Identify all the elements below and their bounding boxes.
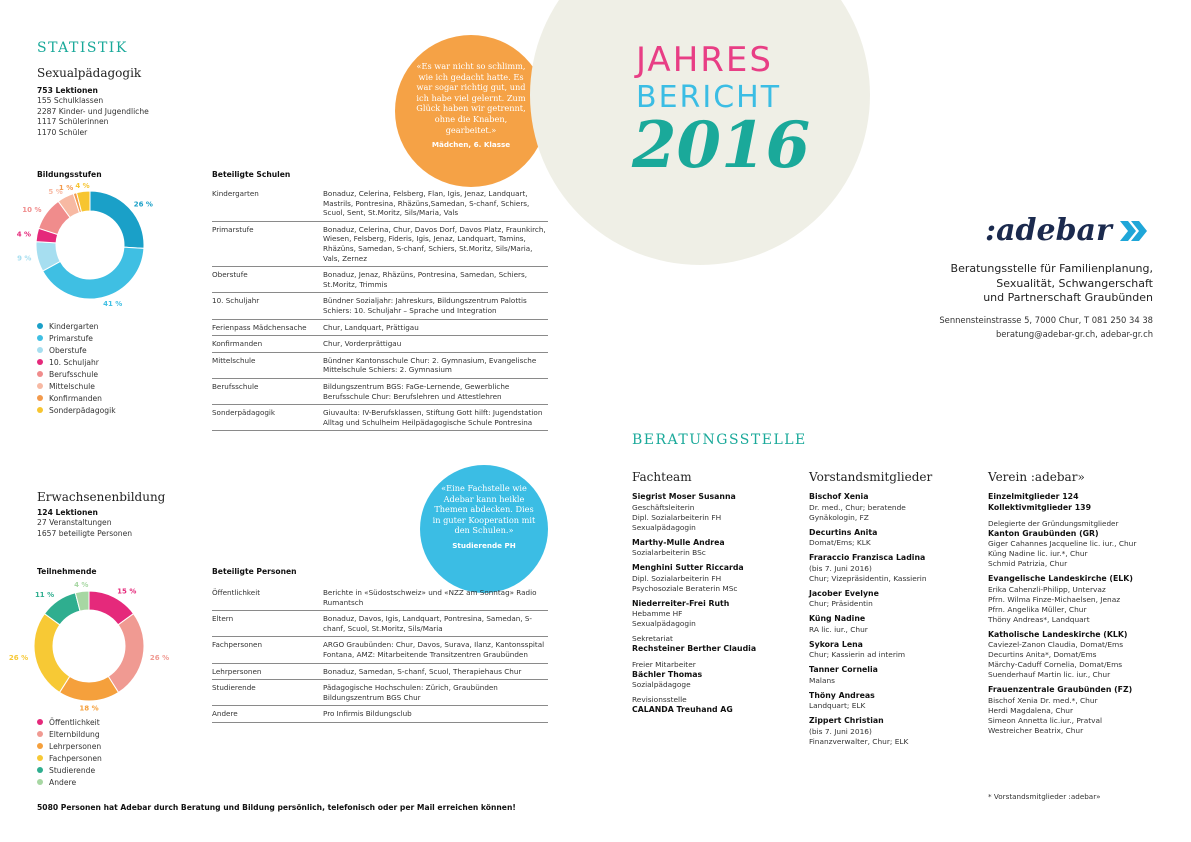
entry-detail: Gynäkologin, FZ [809,512,869,522]
table-row [212,405,548,431]
group-name: Kanton Graubünden (GR) [988,528,1099,538]
legend-label: Konfirmanden [49,393,103,403]
quote-text: «Es war nicht so schlimm, wie ich gedacht hatte. Es war sogar richtig gut, und ich habe viel gelernt. Zum Glück haben wir getrennt, ohne die Knaben, gearbeitet.» [416,61,526,135]
stat-line: 124 Lektionen [37,508,98,517]
legend-label: Oberstufe [49,345,87,355]
person-entry [809,716,974,747]
person-entry [632,695,797,716]
entry-name: Rechsteiner Berther Claudia [632,644,757,653]
legend-dot [37,323,43,329]
row-text: Bonaduz, Davos, Igis, Landquart, Pontresina, Samedan, S-chanf, Scuol, St.Moritz, Sils/Maria [323,611,548,637]
person-entry [632,599,797,630]
entry-name: CALANDA Treuhand AG [632,705,733,714]
legend-item [37,392,116,404]
group-member: Westreicher Beatrix, Chur [988,725,1084,735]
tagline-line: Sexualität, Schwangerschaft [996,276,1153,290]
donut-label: 41 % [103,300,123,309]
row-label: Kindergarten [212,186,323,221]
row-label: Berufsschule [212,378,323,404]
donut1-legend [37,320,116,416]
table-row [212,293,548,319]
table-row [212,663,548,680]
row-label: 10. Schuljahr [212,293,323,319]
persons-heading: Beteiligte Personen [212,567,297,576]
donut-label: 4 % [74,580,89,589]
entry-detail: Hebamme HF [632,609,683,618]
entry-detail: RA lic. iur., Chur [809,624,868,634]
entry-name: Fraraccio Franzisca Ladina [809,553,926,562]
legend-label: Lehrpersonen [49,741,102,751]
erwachsenenbildung-title: Erwachsenenbildung [37,490,166,504]
group-member: Pfrn. Angelika Müller, Chur [988,604,1087,614]
legend-item [37,764,102,776]
entry-detail: (bis 7. Juni 2016) [809,563,872,573]
legend-dot [37,743,43,749]
group-name: Katholische Landeskirche (KLK) [988,629,1128,639]
entry-detail: Sexualpädagogin [632,619,696,628]
person-entry [809,492,974,523]
entry-detail: Dipl. Sozialarbeiterin FH [632,573,722,583]
donut-label: 5 % [48,188,63,197]
legend-dot [37,767,43,773]
teilnehmende-donut-chart [8,578,172,718]
quote-bubble-schoolgirl [395,35,547,187]
quote-text: «Eine Fachstelle wie Adebar kann heikle Themen abdecken. Dies in guter Kooperation mit den Schulen.» [432,483,536,536]
table-row [212,319,548,336]
row-text: Bonaduz, Celerina, Chur, Davos Dorf, Davos Platz, Fraunkirch, Wiesen, Felsberg, Fideris, Igis, Jenaz, Landquart, Tamins, Rhäzüns, Samedan, S-chanf, Schiers, St.Moritz, Sils/Maria, Vals, Zernez [323,221,548,266]
member-group [988,529,1178,570]
person-entry [809,553,974,584]
row-text: Bonaduz, Samedan, S-chanf, Scuol, Therapiehaus Chur [323,663,548,680]
row-text: Bündner Sozialjahr: Jahreskurs, Bildungszentrum Palottis Schiers: 10. Schuljahr – Sprache und Integration [323,293,548,319]
stat-line: 1657 beteiligte Personen [37,528,133,538]
adebar-logo-text: :adebar [985,213,1112,248]
schools-table [212,186,548,431]
table-row [212,352,548,378]
person-entry [809,691,974,712]
row-label: Oberstufe [212,267,323,293]
sexualpaedagogik-stats [37,86,149,138]
legend-item [37,368,116,380]
address: Sennensteinstrasse 5, 7000 Chur, T 081 250 34 38 [939,315,1153,325]
row-label: Fachpersonen [212,637,323,663]
entry-detail: Landquart; ELK [809,701,866,710]
donut1-title: Bildungsstufen [37,170,102,179]
table-row [212,186,548,221]
entry-name: Zippert Christian [809,716,884,725]
entry-detail: Domat/Ems; KLK [809,538,871,547]
schools-heading: Beteiligte Schulen [212,170,291,179]
row-label: Mittelschule [212,352,323,378]
donut-label: 10 % [22,206,42,215]
row-label: Studierende [212,680,323,706]
legend-dot [37,347,43,353]
legend-label: Elternbildung [49,729,100,739]
footer-note: 5080 Personen hat Adebar durch Beratung und Bildung persönlich, telefonisch oder per Mail erreichen können! [37,803,516,812]
entry-name: Siegrist Moser Susanna [632,492,736,501]
entry-name: Niederreiter-Frei Ruth [632,598,730,608]
donut-label: 26 % [8,654,29,663]
person-entry [809,528,974,549]
legend-dot [37,779,43,785]
verein-groups [988,529,1178,736]
legend-item [37,344,116,356]
email-web[interactable]: beratung@adebar-gr.ch, adebar-gr.ch [995,329,1153,339]
entry-detail: Sexualpädagogin [632,522,696,532]
legend-item [37,380,116,392]
row-label: Eltern [212,611,323,637]
row-label: Ferienpass Mädchensache [212,319,323,336]
row-label: Primarstufe [212,221,323,266]
group-member: Erika Cahenzli-Philipp, Untervaz [988,584,1106,594]
bildungsstufen-donut-chart [16,181,175,315]
row-text: Giuvaulta: IV-Berufsklassen, Stiftung Gott hilft: Jugendstation Alltag und Schulheim Heilpädagogische Schule Pontresina [323,405,548,431]
legend-label: Mittelschule [49,381,95,391]
entry-role-label: Revisionsstelle [632,695,687,704]
legend-item [37,776,102,788]
entry-detail: Finanzverwalter, Chur; ELK [809,736,909,746]
legend-label: Kindergarten [49,321,99,331]
table-row [212,637,548,663]
group-name: Frauenzentrale Graubünden (FZ) [988,685,1133,695]
vorstand-column [809,470,974,752]
person-entry [632,660,797,691]
donut-label: 26 % [149,654,170,663]
legend-label: Studierende [49,765,96,775]
donut-label: 11 % [34,591,55,600]
row-text: Chur, Vorderprättigau [323,336,548,353]
table-row [212,585,548,611]
kollektivmitglieder: Kollektivmitglieder 139 [988,502,1092,512]
legend-label: Fachpersonen [49,753,102,763]
entry-detail: Sozialarbeiterin BSc [632,548,706,557]
adebar-logo [985,213,1148,248]
stat-line: 2287 Kinder- und Jugendliche [37,106,149,116]
entry-name: Küng Nadine [809,614,866,623]
donut-label: 9 % [17,254,32,263]
row-text: Bonaduz, Celerina, Felsberg, Flan, Igis, Jenaz, Landquart, Mastrils, Pontresina, Rhäzüns,Samedan, S-chanf, Schiers, Scuol, Sent, St.Moritz, Sils/Maria, Vals [323,186,548,221]
group-member: Bischof Xenia Dr. med.*, Chur [988,695,1098,705]
tagline-line: Beratungsstelle für Familienplanung, [950,262,1153,275]
table-row [212,267,548,293]
entry-detail: Psychosoziale Beraterin MSc [632,583,738,593]
row-text: Chur, Landquart, Prättigau [323,319,548,336]
donut-label: 4 % [16,230,32,239]
group-member: Pfrn. Wilma Finze-Michaelsen, Jenaz [988,594,1121,604]
cover-title-bericht: BERICHT [636,80,782,115]
person-entry [809,614,974,635]
legend-dot [37,731,43,737]
legend-label: Sonderpädagogik [49,405,116,415]
entry-name: Decurtins Anita [809,527,878,537]
stat-line: 155 Schulklassen [37,96,104,106]
stat-line: 753 Lektionen [37,86,98,95]
row-text: Pro Infirmis Bildungsclub [323,706,548,723]
donut-label: 18 % [79,704,99,713]
table-row [212,378,548,404]
legend-label: Andere [49,777,77,787]
legend-item [37,320,116,332]
entry-name: Jacober Evelyne [809,588,879,598]
cover-year: 2016 [632,108,811,183]
entry-name: Marthy-Mulle Andrea [632,537,725,547]
member-group [988,574,1178,625]
row-text: Bildungszentrum BGS: FaGe-Lernende, Gewerbliche Berufsschule Chur: Berufslehren und Attestlehren [323,378,548,404]
legend-item [37,332,116,344]
donut-label: 4 % [75,181,90,190]
row-label: Sonderpädagogik [212,405,323,431]
verein-counts [988,492,1178,513]
group-member: Decurtins Anita*, Domat/Ems [988,650,1097,660]
person-entry [632,563,797,594]
legend-dot [37,359,43,365]
erwachsenenbildung-stats [37,508,132,539]
table-row [212,221,548,266]
person-entry [809,640,974,661]
verein-title: Verein :adebar» [988,470,1085,484]
donut2-title: Teilnehmende [37,567,97,576]
row-text: Bonaduz, Jenaz, Rhäzüns, Pontresina, Samedan, Schiers, St.Moritz, Trimmis [323,267,548,293]
row-text: ARGO Graubünden: Chur, Davos, Surava, Ilanz, Kantonsspital Fontana, AMZ: Mitarbeitende Transitzentren Graubünden [323,637,548,663]
legend-label: Primarstufe [49,333,93,343]
group-member: Suenderhauf Martin lic. iur., Chur [988,670,1111,680]
legend-dot [37,335,43,341]
entry-detail: Malans [809,675,836,685]
legend-label: 10. Schuljahr [49,357,99,367]
person-entry [632,634,797,655]
beratungsstelle-heading: BERATUNGSSTELLE [632,432,807,448]
footnote: * Vorstandsmitglieder :adebar» [988,792,1101,801]
legend-item [37,740,102,752]
entry-name: Sykora Lena [809,639,863,649]
legend-label: Öffentlichkeit [49,717,100,727]
entry-detail: Chur; Vizepräsidentin, Kassierin [809,573,927,583]
legend-dot [37,371,43,377]
table-row [212,706,548,723]
fachteam-title: Fachteam [632,470,692,484]
entry-name: Bächler Thomas [632,669,703,679]
entry-detail: Dipl. Sozialarbeiterin FH [632,512,722,522]
member-group [988,685,1178,736]
contact-block [880,313,1153,341]
delegierte-label: Delegierte der Gründungsmitglieder [988,519,1119,528]
chevron-right-double-icon [1118,219,1148,243]
cover-title-jahres: JAHRES [636,40,773,80]
entry-role-label: Freier Mitarbeiter [632,659,696,669]
legend-dot [37,383,43,389]
member-group [988,630,1178,681]
vorstand-title: Vorstandsmitglieder [809,470,933,484]
group-member: Küng Nadine lic. iur.*, Chur [988,549,1088,559]
entry-detail: (bis 7. Juni 2016) [809,726,872,736]
legend-item [37,356,116,368]
person-entry [632,538,797,559]
row-label: Öffentlichkeit [212,585,323,611]
tagline [900,262,1153,306]
row-label: Lehrpersonen [212,663,323,680]
legend-dot [37,719,43,725]
stat-line: 1170 Schüler [37,127,88,137]
group-member: Giger Cahannes Jacqueline lic. iur., Chur [988,539,1137,549]
donut-label: 15 % [117,587,137,596]
donut-label: 1 % [58,183,74,192]
quote-author: Studierende PH [452,540,516,550]
tagline-line: und Partnerschaft Graubünden [983,291,1153,304]
verein-column [988,470,1178,741]
person-entry [809,665,974,686]
group-member: Märchy-Caduff Cornelia, Domat/Ems [988,660,1123,670]
legend-dot [37,407,43,413]
persons-table [212,585,548,723]
legend-label: Berufsschule [49,369,98,379]
donut-label: 26 % [133,200,153,209]
sexualpaedagogik-title: Sexualpädagogik [37,66,142,80]
row-label: Andere [212,706,323,723]
person-entry [809,589,974,610]
entry-detail: Dr. med., Chur; beratende [809,502,906,512]
table-row [212,611,548,637]
group-member: Thöny Andreas*, Landquart [988,614,1090,624]
entry-name: Thöny Andreas [809,690,875,700]
persons-table-wrap [212,585,548,723]
donut-slice-elternbildung [108,614,144,693]
entry-detail: Chur; Kassierin ad interim [809,650,906,659]
entry-name: Tanner Cornelia [809,665,878,674]
quote-bubble-student [420,465,548,593]
donut-slice-lehrpersonen [60,676,119,701]
legend-item [37,728,102,740]
legend-dot [37,755,43,761]
donut2-legend [37,716,102,788]
legend-item [37,752,102,764]
group-member: Caviezel-Zanon Claudia, Domat/Ems [988,640,1124,650]
row-label: Konfirmanden [212,336,323,353]
entry-name: Menghini Sutter Riccarda [632,563,744,572]
schools-table-wrap [212,186,548,431]
table-row [212,336,548,353]
entry-detail: Geschäftsleiterin [632,502,695,512]
einzelmitglieder: Einzelmitglieder 124 [988,492,1079,501]
donut-slice-fachpersonen [34,614,70,693]
stat-line: 1117 Schülerinnen [37,117,109,127]
row-text: Berichte in «Südostschweiz» und «NZZ am Sonntag» Radio Rumantsch [323,585,548,611]
legend-item [37,404,116,416]
entry-role-label: Sekretariat [632,634,673,643]
group-member: Herdi Magdalena, Chur [988,705,1074,715]
quote-author: Mädchen, 6. Klasse [431,140,511,150]
row-text: Bündner Kantonsschule Chur: 2. Gymnasium, Evangelische Mittelschule Schiers: 2. Gymnasium [323,352,548,378]
entry-detail: Chur; Präsidentin [809,599,873,608]
entry-name: Bischof Xenia [809,492,869,501]
person-entry [632,492,797,533]
stat-line: 27 Veranstaltungen [37,518,112,528]
row-text: Pädagogische Hochschulen: Zürich, Graubünden Bildungszentrum BGS Chur [323,680,548,706]
fachteam-column [632,470,797,721]
table-row [212,680,548,706]
legend-item [37,716,102,728]
statistik-heading: STATISTIK [37,40,128,56]
group-name: Evangelische Landeskirche (ELK) [988,574,1133,584]
group-member: Simeon Annetta lic.iur., Pratval [988,715,1103,725]
legend-dot [37,395,43,401]
group-member: Schmid Patrizia, Chur [988,559,1068,569]
entry-detail: Sozialpädagoge [632,680,691,689]
